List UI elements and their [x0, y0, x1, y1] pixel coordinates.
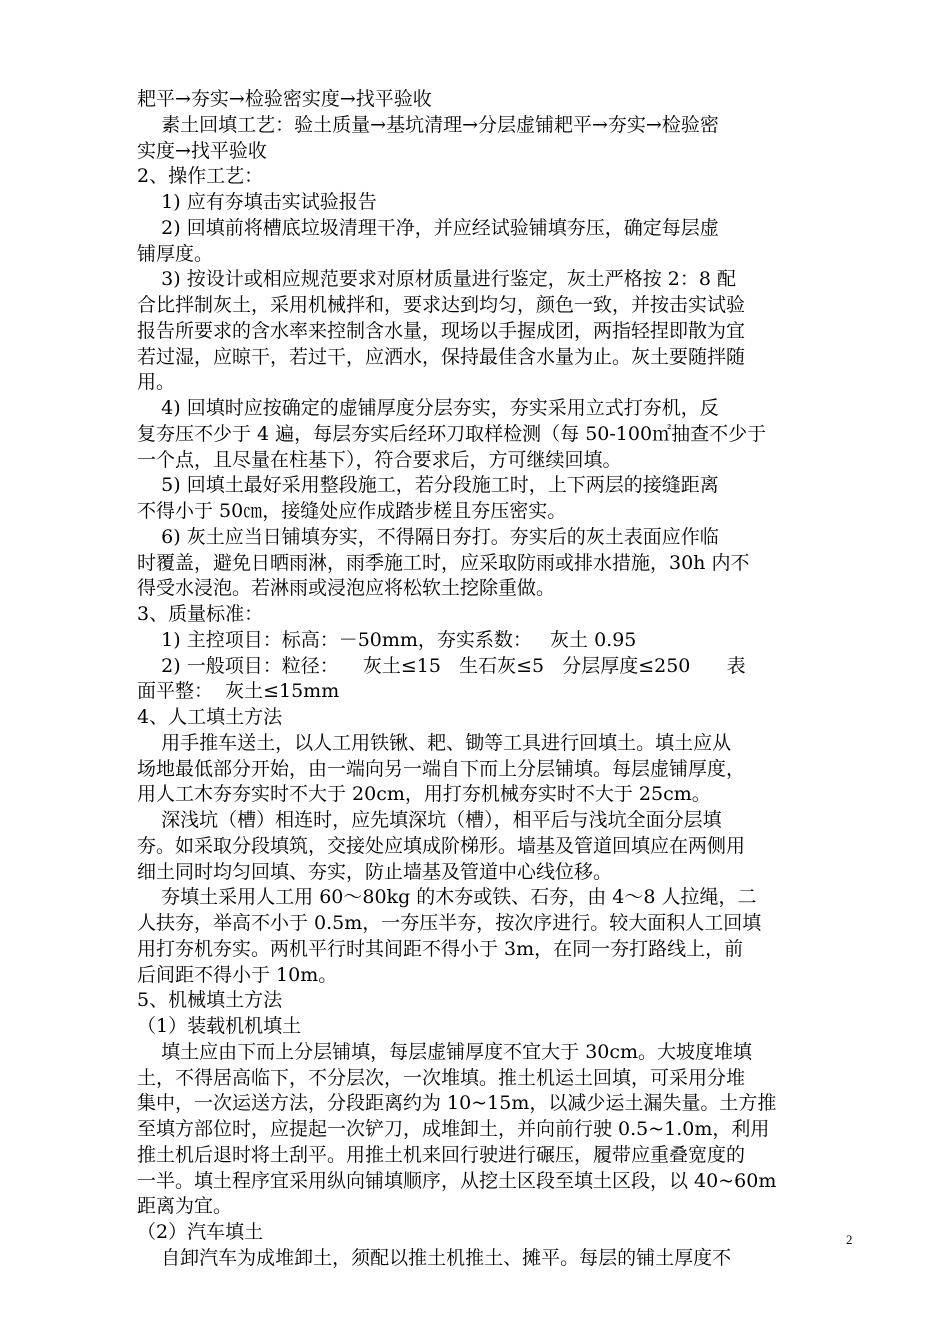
text-line: 2) 回填前将槽底垃圾清理干净，并应经试验铺填夯压，确定每层虚 [137, 216, 719, 239]
text-line: 2、操作工艺： [137, 165, 264, 188]
text-line: 人扶夯，举高不小于 0.5m，一夯压半夯，按次序进行。较大面积人工回填 [137, 912, 762, 934]
page-number: 2 [846, 1232, 853, 1247]
text-line: 用手推车送土，以人工用铁锹、耙、锄等工具进行回填土。填土应从 [137, 731, 732, 754]
text-line: 推土机后退时将土刮平。用推土机来回行驶进行碾压，履带应重叠宽度的 [137, 1143, 746, 1166]
text-line: 面平整： 灰土≤15mm [137, 680, 340, 703]
text-line: 细土同时均匀回填、夯实，防止墙基及管道中心线位移。 [137, 860, 613, 883]
text-line: （2）汽车填土 [137, 1221, 264, 1243]
text-line: 铺厚度。 [137, 242, 214, 265]
text-line: 报告所要求的含水率来控制含水量，现场以手握成团，两指轻捏即散为宜 [137, 319, 746, 342]
text-line: 实度→找平验收 [137, 139, 267, 162]
text-line: 合比拌制灰土，采用机械拌和，要求达到均匀，颜色一致，并按击实试验 [137, 294, 746, 316]
text-line: 1) 应有夯填击实试验报告 [137, 191, 377, 213]
text-line: 不得小于 50㎝，接缝处应作成踏步槎且夯压密实。 [137, 500, 567, 522]
text-line: 5) 回填土最好采用整段施工，若分段施工时，上下两层的接缝距离 [137, 474, 719, 497]
text-line: 用。 [137, 371, 176, 394]
text-line: 素土回填工艺：验土质量→基坑清理→分层虚铺耙平→夯实→检验密 [137, 113, 719, 136]
text-line: 用打夯机夯实。两机平行时其间距不得小于 3m，在同一夯打路线上，前 [137, 937, 744, 960]
text-line: 3、质量标准： [137, 603, 264, 625]
text-line: 一半。填土程序宜采用纵向铺填顺序，从挖土区段至填土区段，以 40~60m [137, 1169, 777, 1192]
text-line: 4、人工填土方法 [137, 706, 283, 728]
text-line: 一个点，且尽量在柱基下），符合要求后，方可继续回填。 [137, 448, 622, 471]
text-line: 复夯压不少于 4 遍，每层夯实后经环刀取样检测（每 50-100㎡抽查不少于 [137, 422, 767, 445]
text-line: 至填方部位时，应提起一次铲刀，成堆卸土，并向前行驶 0.5~1.0m，利用 [137, 1118, 770, 1140]
text-line: 时覆盖，避免日晒雨淋，雨季施工时，应采取防雨或排水措施，30h 内不 [137, 551, 750, 574]
text-line: 填土应由下而上分层铺填，每层虚铺厚度不宜大于 30cm。大坡度堆填 [137, 1040, 753, 1063]
text-line: 深浅坑（槽）相连时，应先填深坑（槽），相平后与浅坑全面分层填 [137, 809, 722, 831]
text-line: 场地最低部分开始，由一端向另一端自下而上分层铺填。每层虚铺厚度， [137, 757, 746, 780]
text-line: 1) 主控项目：标高：－50mm，夯实系数： 灰土 0.95 [137, 628, 637, 651]
text-line: （1）装载机机填土 [137, 1015, 302, 1037]
text-line: 夯填土采用人工用 60～80kg 的木夯或铁、石夯，由 4～8 人拉绳，二 [137, 886, 757, 909]
text-line: 4) 回填时应按确定的虚铺厚度分层夯实，夯实采用立式打夯机，反 [137, 397, 719, 419]
text-line: 土，不得居高临下，不分层次，一次堆填。推土机运土回填，可采用分堆 [137, 1066, 746, 1089]
text-line: 耙平→夯实→检验密实度→找平验收 [137, 88, 432, 110]
text-line: 6) 灰土应当日铺填夯实，不得隔日夯打。夯实后的灰土表面应作临 [137, 525, 719, 548]
text-line: 若过湿，应晾干，若过干，应洒水，保持最佳含水量为止。灰土要随拌随 [137, 345, 746, 368]
text-line: 后间距不得小于 10m。 [137, 963, 338, 986]
text-line: 3) 按设计或相应规范要求对原材质量进行鉴定，灰土严格按 2：8 配 [137, 268, 736, 291]
text-line: 用人工木夯夯实时不大于 20cm，用打夯机械夯实时不大于 25cm。 [137, 783, 711, 806]
text-line: 集中，一次运送方法，分段距离约为 10~15m，以减少运土漏失量。土方推 [137, 1092, 777, 1115]
text-line: 距离为宜。 [137, 1195, 233, 1218]
text-line: 得受水浸泡。若淋雨或浸泡应将松软土挖除重做。 [137, 577, 556, 600]
text-line: 自卸汽车为成堆卸土，须配以推土机推土、摊平。每层的铺土厚度不 [137, 1246, 732, 1269]
text-line: 2) 一般项目：粒径： 灰土≤15 生石灰≤5 分层厚度≤250 表 [137, 654, 746, 677]
text-line: 夯。如采取分段填筑，交接处应填成阶梯形。墙基及管道回填应在两侧用 [137, 834, 746, 857]
text-line: 5、机械填土方法 [137, 989, 283, 1012]
